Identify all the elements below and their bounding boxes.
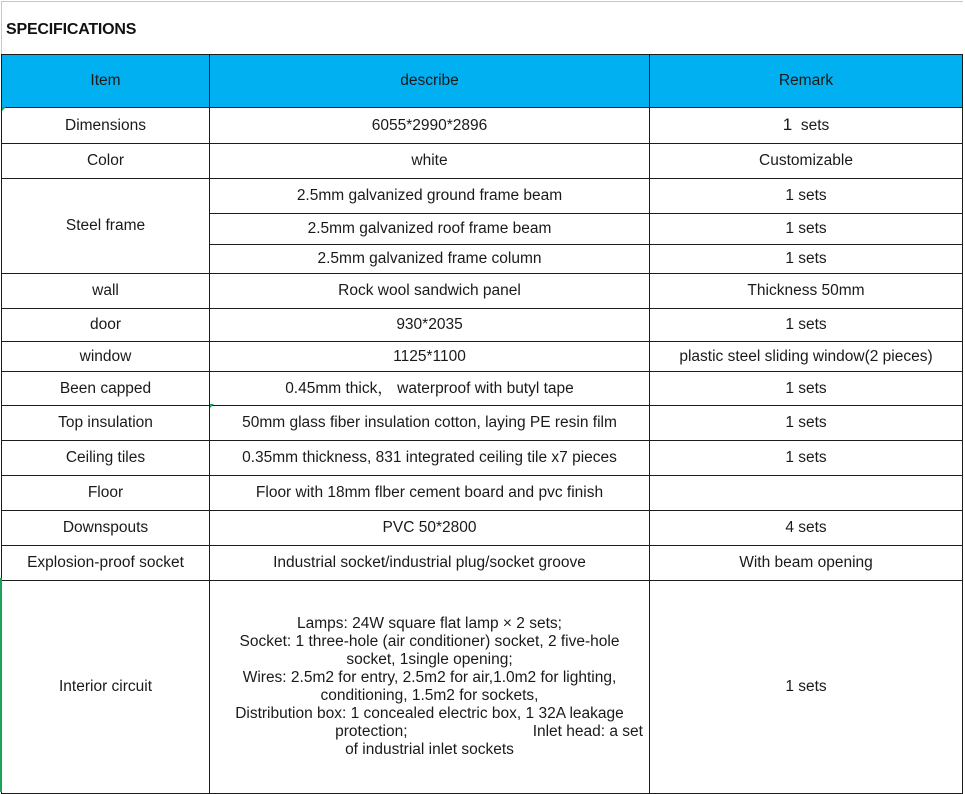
cell-item[interactable]: Top insulation bbox=[2, 406, 210, 441]
cell-comment-marker bbox=[2, 107, 6, 111]
cell-remark[interactable]: Customizable bbox=[650, 144, 963, 179]
cell-describe-interior-circuit[interactable] bbox=[210, 581, 650, 794]
cell-remark[interactable]: plastic steel sliding window(2 pieces) bbox=[650, 342, 963, 372]
cell-remark[interactable]: 4 sets bbox=[650, 511, 963, 546]
table-row bbox=[2, 179, 963, 214]
table-row bbox=[2, 274, 963, 309]
selection-edge bbox=[0, 578, 2, 792]
cell-item[interactable]: Ceiling tiles bbox=[2, 441, 210, 476]
circuit-line: Distribution box: 1 concealed electric box, 1 32A leakage bbox=[235, 705, 624, 722]
cell-describe[interactable]: 0.35mm thickness, 831 integrated ceiling tile x7 pieces bbox=[210, 441, 650, 476]
cell-remark[interactable]: 1 sets bbox=[650, 372, 963, 406]
cell-remark[interactable] bbox=[650, 476, 963, 511]
cell-describe[interactable]: Floor with 18mm flber cement board and pvc finish bbox=[210, 476, 650, 511]
sheet-title: SPECIFICATIONS bbox=[6, 21, 137, 38]
column-header-item[interactable]: Item bbox=[2, 55, 210, 108]
circuit-line bbox=[210, 723, 649, 741]
cell-item[interactable]: Floor bbox=[2, 476, 210, 511]
cell-remark[interactable]: 1 sets bbox=[650, 245, 963, 274]
cell-describe[interactable]: 2.5mm galvanized roof frame beam bbox=[210, 214, 650, 245]
table-row bbox=[2, 108, 963, 144]
cell-item[interactable]: door bbox=[2, 309, 210, 342]
column-header-remark[interactable]: Remark bbox=[650, 55, 963, 108]
cell-remark[interactable]: 1 sets bbox=[650, 214, 963, 245]
cell-item[interactable]: Color bbox=[2, 144, 210, 179]
cell-comment-marker bbox=[210, 404, 214, 408]
remark-quantity: 1 bbox=[782, 115, 793, 134]
table-row bbox=[2, 511, 963, 546]
cell-describe[interactable]: Rock wool sandwich panel bbox=[210, 274, 650, 309]
table-row bbox=[2, 144, 963, 179]
table-row bbox=[2, 342, 963, 372]
cell-remark[interactable]: 1 sets bbox=[650, 441, 963, 476]
circuit-text: Inlet head: a set bbox=[532, 723, 643, 740]
table-row bbox=[2, 441, 963, 476]
cell-item[interactable]: Been capped bbox=[2, 372, 210, 406]
cell-describe[interactable]: Industrial socket/industrial plug/socket groove bbox=[210, 546, 650, 581]
cell-item[interactable]: window bbox=[2, 342, 210, 372]
circuit-line: Lamps: 24W square flat lamp × 2 sets; bbox=[297, 615, 562, 632]
table-header-row bbox=[2, 55, 963, 108]
cell-item[interactable]: Interior circuit bbox=[2, 581, 210, 794]
cell-describe[interactable]: 1125*1100 bbox=[210, 342, 650, 372]
cell-remark[interactable] bbox=[650, 108, 963, 144]
cell-item[interactable]: Steel frame bbox=[2, 179, 210, 274]
specifications-table bbox=[1, 54, 963, 794]
cell-describe[interactable]: 0.45mm thick， waterproof with butyl tape bbox=[210, 372, 650, 406]
table-row bbox=[2, 546, 963, 581]
remark-unit: sets bbox=[800, 117, 830, 134]
cell-describe[interactable]: PVC 50*2800 bbox=[210, 511, 650, 546]
cell-describe[interactable]: white bbox=[210, 144, 650, 179]
circuit-line: of industrial inlet sockets bbox=[345, 741, 514, 758]
cell-remark[interactable]: 1 sets bbox=[650, 309, 963, 342]
cell-remark[interactable]: 1 sets bbox=[650, 406, 963, 441]
cell-describe[interactable]: 2.5mm galvanized ground frame beam bbox=[210, 179, 650, 214]
circuit-line: conditioning, 1.5m2 for sockets, bbox=[320, 687, 539, 704]
circuit-text: protection; bbox=[335, 723, 408, 740]
title-row[interactable] bbox=[1, 1, 963, 54]
table-row bbox=[2, 406, 963, 441]
table-row bbox=[2, 581, 963, 794]
cell-remark[interactable]: 1 sets bbox=[650, 179, 963, 214]
table-row bbox=[2, 476, 963, 511]
cell-describe[interactable]: 930*2035 bbox=[210, 309, 650, 342]
cell-item[interactable]: Explosion-proof socket bbox=[2, 546, 210, 581]
table-row bbox=[2, 372, 963, 406]
cell-item[interactable]: Dimensions bbox=[2, 108, 210, 144]
column-header-describe[interactable]: describe bbox=[210, 55, 650, 108]
cell-describe[interactable]: 2.5mm galvanized frame column bbox=[210, 245, 650, 274]
circuit-line: Socket: 1 three-hole (air conditioner) socket, 2 five-hole bbox=[239, 633, 620, 650]
circuit-line: socket, 1single opening; bbox=[346, 651, 513, 668]
cell-remark[interactable]: Thickness 50mm bbox=[650, 274, 963, 309]
table-row bbox=[2, 309, 963, 342]
cell-item[interactable]: wall bbox=[2, 274, 210, 309]
cell-describe[interactable]: 50mm glass fiber insulation cotton, laying PE resin film bbox=[210, 406, 650, 441]
cell-remark[interactable]: With beam opening bbox=[650, 546, 963, 581]
cell-remark[interactable]: 1 sets bbox=[650, 581, 963, 794]
cell-item[interactable]: Downspouts bbox=[2, 511, 210, 546]
cell-describe[interactable]: 6055*2990*2896 bbox=[210, 108, 650, 144]
circuit-line: Wires: 2.5m2 for entry, 2.5m2 for air,1.0m2 for lighting, bbox=[242, 669, 617, 686]
